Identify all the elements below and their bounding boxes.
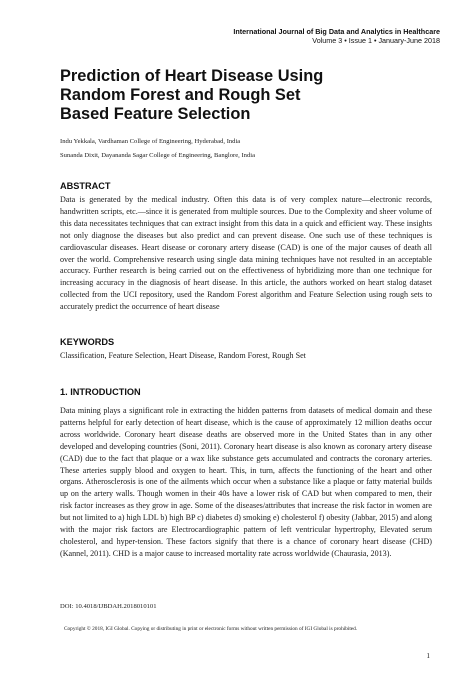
paper-title [60,67,430,124]
title-line: Random Forest and Rough Set [60,86,301,104]
introduction-text: Data mining plays a significant role in extracting the hidden patterns from datasets of medical domain and these patterns helpful for early detection of heart disease, which is the cause of approximately 12 million deaths occur across worldwide. Coronary heart disease deaths are observed more in the United States than in any other developed and developing countries (Soni, 2011). Coronary heart disease is also known as coronary artery disease (CAD) due to the fact that plaque or a wax like substance gets accumulated and contracts the coronary arteries. These arteries supply blood and oxygen to heart. This, in turn, affects the functioning of the heart and other organs. Atherosclerosis is one of the ailments which occur when a substance like a plaque or fatty material builds up on the artery walls. Though women in their 40s have a lower risk of CAD but when compared to men, their risk factor increases as they grow in age. Some of the diseases/attributes that increase the risk factor in women are but not limited to a) high LDL b) high BP c) diabetes d) smoking e) cholesterol f) obesity (Jabbar, 2015) and along with the major risk factors are Electrocardiographic pattern of left ventricular hypertrophy, Elevated serum cholesterol, and hyper-tension. These factors signify that there is a chance of coronary heart disease (CHD) (Kannel, 2011). CHD is a major cause to increased mortality rate across worldwide (Chaurasia, 2013). [60,406,432,558]
issue-line: Volume 3 • Issue 1 • January-June 2018 [312,36,440,45]
journal-header [233,27,440,45]
journal-name: International Journal of Big Data and Analytics in Healthcare [233,27,440,36]
title-line: Based Feature Selection [60,105,251,123]
introduction-heading: 1. INTRODUCTION [60,387,141,397]
abstract-heading: ABSTRACT [60,181,111,191]
copyright-notice: Copyright © 2018, IGI Global. Copying or distributing in print or electronic forms without written permission of IGI Global is prohibited. [64,626,358,632]
doi: DOI: 10.4018/IJBDAH.2018010101 [60,603,157,610]
keywords-text: Classification, Feature Selection, Heart Disease, Random Forest, Rough Set [60,351,306,360]
abstract-text: Data is generated by the medical industry. Often this data is of very complex nature—electronic records, handwritten scripts, etc.—since it is generated from multiple sources. Due to the Complexity and sheer volume of this data necessitates techniques that can extract insight from this data in a quick and efficient way. These insights not only diagnose the diseases but also predict and can prevent disease. One such use of these techniques is cardiovascular diseases. Heart disease or coronary artery disease (CAD) is one of the major causes of death all over the world. Comprehensive research using single data mining techniques have not resulted in an acceptable accuracy. Further research is being carried out on the effectiveness of hybridizing more than one technique for increasing accuracy in the diagnosis of heart disease. In this article, the authors worked on heart stalog dataset collected from the UCI repository, used the Random Forest algorithm and Feature Selection using rough sets to accurately predict the occurrence of heart disease [60,195,432,312]
author-line: Sunanda Dixit, Dayananda Sagar College of Engineering, Banglore, India [60,152,256,159]
title-line: Prediction of Heart Disease Using [60,67,324,85]
page-number: 1 [426,652,430,660]
keywords-heading: KEYWORDS [60,337,115,347]
author-line: Indu Yekkala, Vardhaman College of Engineering, Hyderabad, India [60,138,241,145]
